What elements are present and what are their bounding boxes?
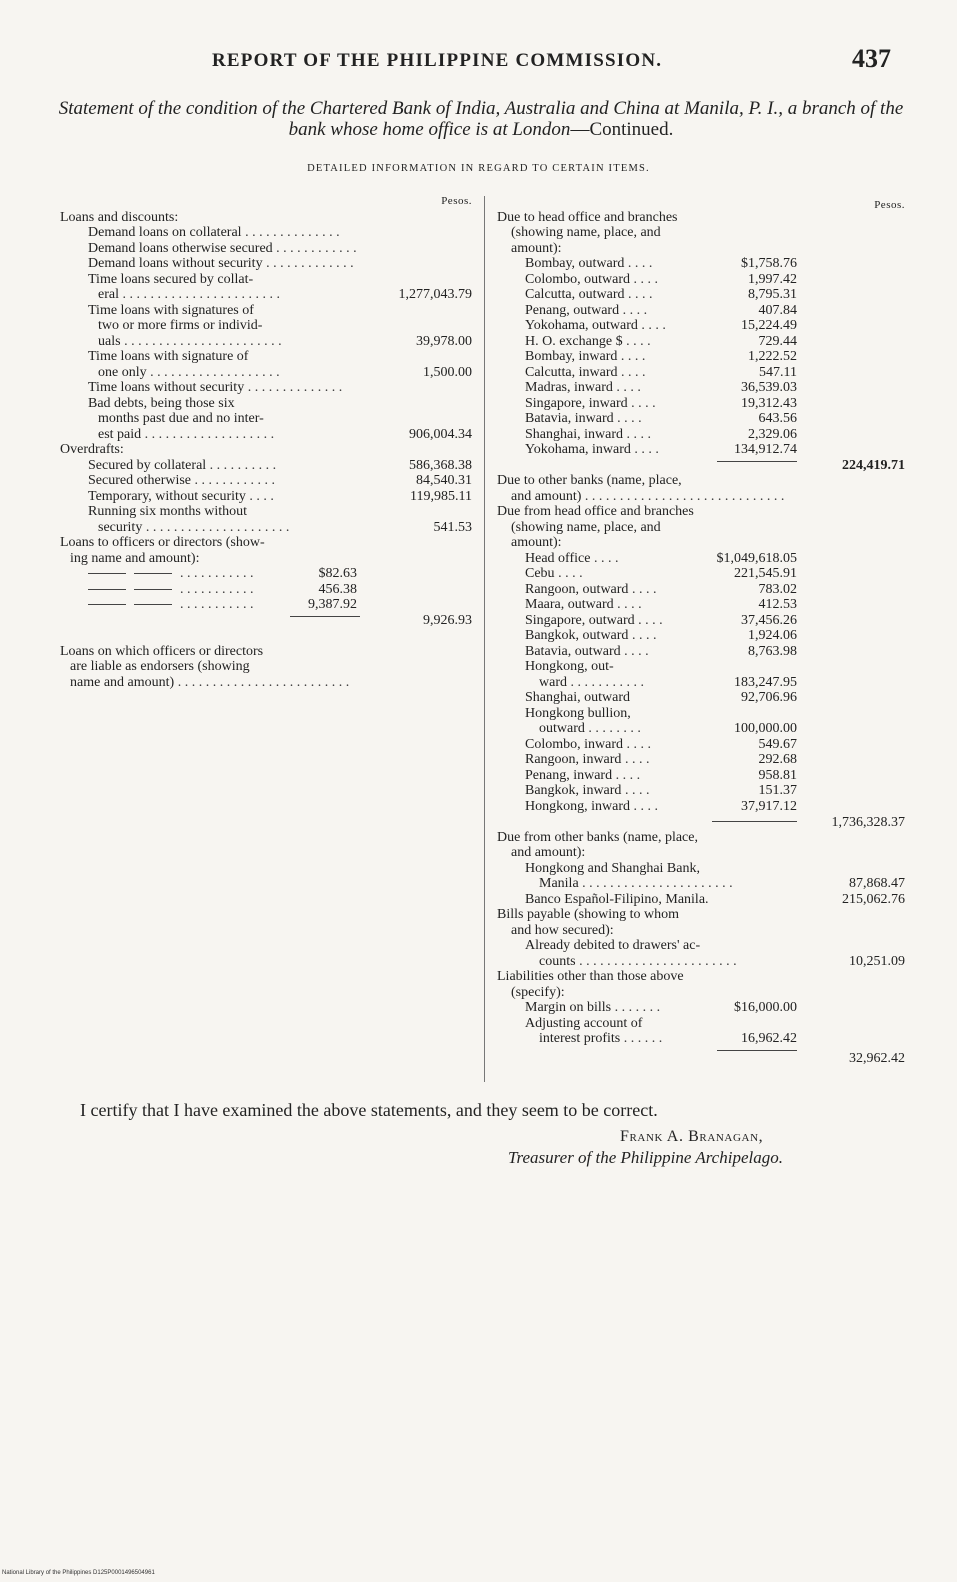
row-time-signatures-two: uals . . . . . . . . . . . . . . . . . . . . . . . 39,978.00	[98, 333, 472, 349]
row-time-signature-one: one only . . . . . . . . . . . . . . . . . . . 1,500.00	[98, 364, 472, 380]
row-banco-espanol: Banco Español-Filipino, Manila. 215,062.76	[525, 891, 905, 907]
branch-row: Yokohama, inward . . . . 134,912.74	[525, 442, 797, 457]
row-demand-collateral: Demand loans on collateral . . . . . . . . . . . . . .	[88, 225, 340, 240]
branch-row: Rangoon, inward . . . . 292.68	[525, 752, 797, 767]
branch-row: Penang, inward . . . . 958.81	[525, 767, 797, 783]
due-from-branch-list	[497, 551, 909, 660]
due-to-branch-list	[497, 256, 909, 458]
row-bills-payable: counts . . . . . . . . . . . . . . . . . . . . . . . 10,251.09	[539, 953, 905, 969]
branch-row: Maara, outward . . . . 412.53	[525, 597, 797, 612]
value-bad-debts: 906,004.34	[409, 426, 472, 442]
row-od-otherwise: Secured otherwise . . . . . . . . . . . . 84,540.31	[88, 473, 472, 488]
branch-row: Shanghai, inward . . . . 2,329.06	[525, 426, 797, 442]
left-column: Pesos. Loans and discounts: Demand loans on collateral . . . . . . . . . . . . . . Demand loans otherwise secured . . . . . . . . . . . . Demand loans without security . . . . . . . . . . . . . Time loans secured by collat- eral . . . . . . . . . . . . . . . . . . . . . . . 1,277,043.79 Time loans with signatures of two or more firms or individ- uals . . . . . . . . . . . . . . . . . . . . . . . 39,978.00 Time loans with signature of one only . . . . . . . . . . . . . . . . . . . 1,500.00 Time loans without security . . . . . . . . . . . . . . Bad debts, being those six months past due and no inter- est paid . . . . . . . . . . . . . . . . . . . 906,004.34 Overdrafts: Secured by collateral . . . . . . . . . . 586,368.38 Secured otherwise . . . . . . . . . . . . 84,540.31 Temporary, without security . . . . 119,985.11 Running six months without security . . . . . . . . . . . . . . . . . . . . . 541.53 Loans to officers or directors (show- ing name and amount): . . . . . . . . . . . $82.63 . . . . . . . . . . . 456.38 . . . . . . . . . . . 9,387.92 9,926.93 Loans on which officers or directors are liable as endorsers (showing name and amount) . . . . . . . . . . . . . . . . . . . . . . . . .	[60, 195, 472, 690]
signer-name: Frank A. Branagan,	[620, 1128, 764, 1145]
loans-heading-row: Loans and discounts:	[60, 209, 179, 225]
branch-row: Bangkok, inward . . . . 151.37	[525, 783, 797, 798]
pesos-header-left: Pesos.	[441, 195, 472, 207]
branch-row: Bombay, inward . . . . 1,222.52	[525, 349, 797, 364]
value-od-otherwise: 84,540.31	[416, 473, 472, 488]
branch-row: H. O. exchange $ . . . . 729.44	[525, 333, 797, 349]
branch-row: Singapore, inward . . . . 19,312.43	[525, 395, 797, 411]
row-od-temporary: Temporary, without security . . . . 119,985.11	[88, 488, 472, 504]
value-time-collateral: 1,277,043.79	[398, 287, 472, 302]
row-adjusting-account: interest profits . . . . . . 16,962.42	[539, 1031, 797, 1046]
row-hongkong-bullion: outward . . . . . . . . 100,000.00	[539, 721, 797, 736]
branch-row: Calcutta, inward . . . . 547.11	[525, 364, 797, 380]
row-liabilities-total	[497, 1047, 909, 1066]
overdrafts-heading-row: Overdrafts:	[60, 442, 124, 457]
value-due-to-total: 224,419.71	[842, 457, 905, 473]
running-title: REPORT OF THE PHILIPPINE COMMISSION.	[212, 50, 663, 71]
branch-row: Batavia, inward . . . . 643.56	[525, 411, 797, 426]
value-od-collateral: 586,368.38	[409, 457, 472, 473]
subtotal-rule	[290, 616, 360, 617]
row-shanghai-outward: Shanghai, outward 92,706.96	[525, 690, 797, 705]
row-demand-otherwise: Demand loans otherwise secured . . . . . . . . . . . .	[88, 240, 357, 256]
row-officers-total	[60, 613, 472, 629]
signer-title: Treasurer of the Philippine Archipelago.	[508, 1148, 783, 1167]
column-divider	[484, 196, 485, 1082]
row-margin-on-bills: Margin on bills . . . . . . . $16,000.00	[525, 1000, 797, 1015]
row-time-without: Time loans without security . . . . . . . . . . . . . .	[88, 380, 343, 395]
value-due-from-total: 1,736,328.37	[831, 815, 905, 830]
row-time-collateral: eral . . . . . . . . . . . . . . . . . . . . . . . 1,277,043.79	[98, 287, 472, 302]
branch-row: Bangkok, outward . . . . 1,924.06	[525, 628, 797, 643]
branch-row: Penang, outward . . . . 407.84	[525, 302, 797, 318]
branch-row: Singapore, outward . . . . 37,456.26	[525, 612, 797, 628]
row-due-other-banks: and amount) . . . . . . . . . . . . . . . . . . . . . . . . . . . . .	[511, 488, 785, 504]
statement-title-italic: Statement of the condition of the Chartered Bank of India, Australia and China at Manila, P. I., a branch of the bank whose home office is at London	[58, 98, 904, 140]
value-officers-total: 9,926.93	[423, 612, 472, 628]
branch-row: Colombo, outward . . . . 1,997.42	[525, 271, 797, 287]
row-officer-3: . . . . . . . . . . . 9,387.92	[60, 597, 472, 613]
due-from-branch-list-inward	[497, 737, 909, 815]
right-column: Pesos. Due to head office and branches (showing name, place, and amount): Bombay, outward . . . . $1,758.76 Colombo, outward . . . . 1,997.42 Calcutta, outward . . . . 8,795.31 Penang, outward . . . . 407.84 Yokohama, outward . . . . 15,224.49 H. O. exchange $ . . . . 729.44 Bombay, inward . . . . 1,222.52 Calcutta, inward . . . . 547.11 Madras, inward . . . . 36,539.03 Singapore, inward . . . . 19,312.43 Batavia, inward . . . . 643.56 Shanghai, inward . . . . 2,329.06 Yokohama, inward . . . . 134,912.74 224,419.71 Due to other banks (name, place, and amount) . . . . . . . . . . . . . . . . . . . . . . . . . . . . . Due from head office and branches (showing name, place, and amount): Head office . . . . $1,049,618.05 Cebu . . . . 221,545.91 Rangoon, outward . . . . 783.02 Maara, outward . . . . 412.53 Singapore, outward . . . . 37,456.26 Bangkok, outward . . . . 1,924.06 Batavia, outward . . . . 8,763.98 Hongkong, out- ward . . . . . . . . . . . 183,247.95 Shanghai, outward 92,706.96 Hongkong bullion, outward . . . . . . . . 100,000.00 Colombo, inward . . . . 549.67 Rangoon, inward . . . . 292.68 Penang, inward . . . . 958.81 Bangkok, inward . . . . 151.37 Hongkong, inward . . . . 37,917.12 1,736,328.37 Due from other banks (name, place, and amount): Hongkong and Shanghai Bank, Manila . . . . . . . . . . . . . . . . . . . . . . 87,868.47 Banco Español-Filipino, Manila. 215,062.76 Bills payable (showing to whom and how secured): Already debited to drawers' ac- counts . . . . . . . . . . . . . . . . . . . . . . . 10,251.09 Liabilities other than those above (specify): Margin on bills . . . . . . . $16,000.00 Adjusting account of interest profits . . . . . . 16,962.42 32,962.42	[497, 194, 909, 1062]
value-od-running: 541.53	[433, 519, 472, 535]
row-due-to-total	[497, 458, 909, 474]
branch-row: Yokohama, outward . . . . 15,224.49	[525, 318, 797, 333]
statement-title-suffix: —Continued.	[570, 119, 674, 140]
row-hsbc-manila: Manila . . . . . . . . . . . . . . . . . . . . . . 87,868.47	[539, 876, 905, 891]
row-hongkong-outward: ward . . . . . . . . . . . 183,247.95	[539, 674, 797, 690]
branch-row: Batavia, outward . . . . 8,763.98	[525, 643, 797, 659]
branch-row: Calcutta, outward . . . . 8,795.31	[525, 287, 797, 302]
scan-footer-label: National Library of the Philippines D125P0001496504961	[2, 1570, 155, 1576]
branch-row: Hongkong, inward . . . . 37,917.12	[525, 798, 797, 814]
page-number: 437	[852, 44, 891, 73]
row-bad-debts: est paid . . . . . . . . . . . . . . . . . . . 906,004.34	[98, 426, 472, 442]
row-due-from-total	[497, 814, 909, 830]
certification-statement: I certify that I have examined the above statements, and they seem to be correct.	[80, 1100, 658, 1120]
branch-row: Madras, inward . . . . 36,539.03	[525, 380, 797, 395]
row-demand-without: Demand loans without security . . . . . . . . . . . . .	[88, 256, 354, 271]
section-subheading: DETAILED INFORMATION IN REGARD TO CERTAIN ITEMS.	[307, 163, 650, 174]
row-officer-1: . . . . . . . . . . . $82.63	[60, 566, 472, 582]
branch-row: Colombo, inward . . . . 549.67	[525, 736, 797, 752]
statement-title	[56, 98, 906, 140]
branch-row: Bombay, outward . . . . $1,758.76	[525, 256, 797, 271]
branch-row: Cebu . . . . 221,545.91	[525, 566, 797, 581]
row-endorsers: name and amount) . . . . . . . . . . . . . . . . . . . . . . . . .	[70, 674, 350, 690]
row-od-running: security . . . . . . . . . . . . . . . . . . . . . 541.53	[98, 519, 472, 535]
value-time-signatures-two: 39,978.00	[416, 333, 472, 349]
branch-row: Head office . . . . $1,049,618.05	[525, 550, 797, 566]
value-time-signature-one: 1,500.00	[423, 364, 472, 380]
row-officer-2: . . . . . . . . . . . 456.38	[60, 582, 472, 598]
row-od-collateral: Secured by collateral . . . . . . . . . . 586,368.38	[88, 457, 472, 473]
branch-row: Rangoon, outward . . . . 783.02	[525, 581, 797, 597]
value-liabilities-total: 32,962.42	[849, 1050, 905, 1066]
pesos-header-right: Pesos.	[874, 199, 905, 211]
value-od-temporary: 119,985.11	[410, 488, 472, 504]
